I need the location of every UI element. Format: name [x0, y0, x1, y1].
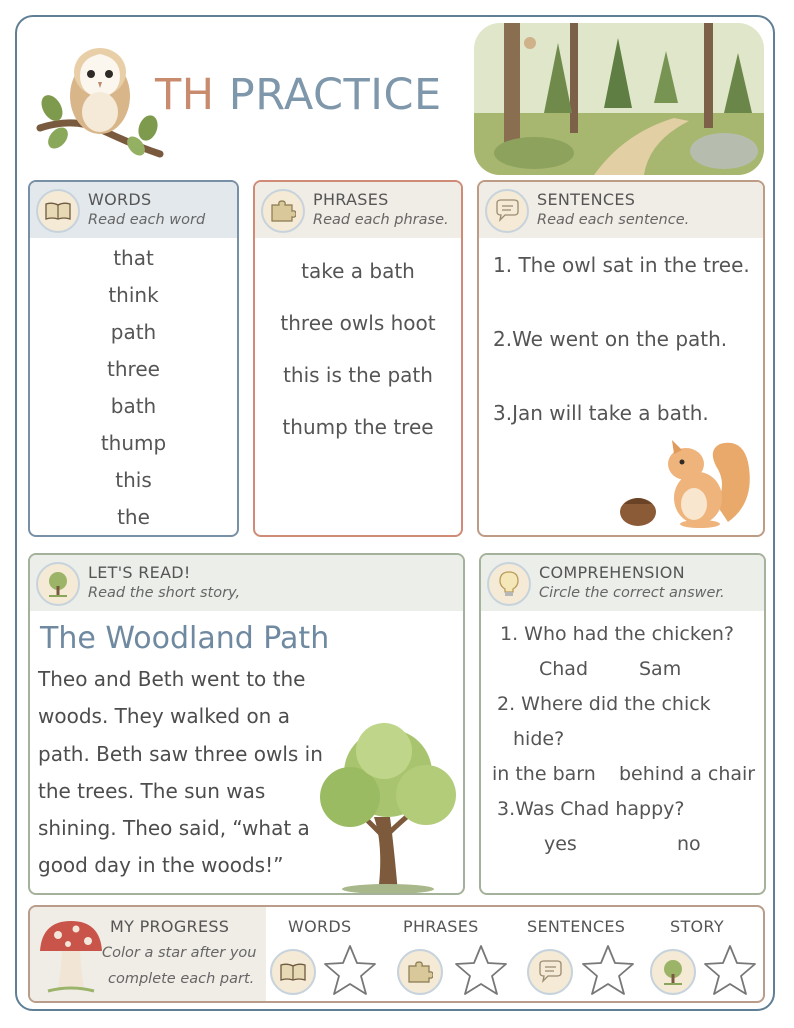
phrases-heading: PHRASES [313, 190, 389, 209]
comprehension-header [481, 555, 764, 611]
word-item: that [113, 246, 154, 270]
phrase-item: take a bath [301, 259, 415, 283]
sentence-item: 1. The owl sat in the tree. [493, 253, 750, 277]
puzzle-icon [397, 949, 443, 995]
progress-card [28, 905, 765, 1003]
read-instruction: Read the short story, [88, 585, 241, 601]
phrase-item: this is the path [283, 363, 433, 387]
question-1: 1. Who had the chicken? [500, 623, 735, 645]
word-item: three [107, 357, 160, 381]
title-practice: PRACTICE [228, 70, 442, 120]
progress-col-phrases: PHRASES [403, 917, 479, 936]
progress-info [30, 907, 266, 1001]
progress-col-words: WORDS [288, 917, 352, 936]
comprehension-heading: COMPREHENSION [539, 563, 685, 582]
sentence-item: 3.Jan will take a bath. [493, 401, 709, 425]
progress-instruction-2: complete each part. [108, 971, 255, 987]
sentence-item: 2.We went on the path. [493, 327, 728, 351]
phrases-card [253, 180, 463, 537]
comprehension-instruction: Circle the correct answer. [539, 585, 725, 601]
progress-heading: MY PROGRESS [110, 917, 230, 936]
story-line: path. Beth saw three owls in [38, 741, 323, 766]
words-instruction: Read each word [88, 212, 206, 228]
page-title [155, 70, 442, 120]
read-header [30, 555, 463, 611]
answer-option[interactable]: Chad [539, 658, 589, 680]
story-line: good day in the woods!” [38, 853, 284, 878]
answer-option[interactable]: no [677, 833, 701, 855]
word-item: think [108, 283, 159, 307]
words-card [28, 180, 239, 537]
lightbulb-icon [487, 562, 531, 606]
story-line: the trees. The sun was [38, 778, 266, 803]
answer-option[interactable]: yes [544, 833, 577, 855]
forest-path-illustration [474, 23, 764, 175]
sentences-heading: SENTENCES [537, 190, 636, 209]
mushroom-illustration [38, 917, 104, 995]
story-line: woods. They walked on a [38, 704, 290, 729]
phrases-header [255, 182, 461, 238]
words-list [30, 240, 237, 536]
read-card [28, 553, 465, 895]
tree-illustration [314, 717, 462, 893]
phrases-instruction: Read each phrase. [313, 212, 449, 228]
read-heading: LET'S READ! [88, 563, 191, 582]
sentences-instruction: Read each sentence. [537, 212, 690, 228]
story-line: Theo and Beth went to the [38, 667, 306, 691]
story-title: The Woodland Path [40, 621, 330, 656]
comprehension-card [479, 553, 766, 895]
story-text [38, 661, 338, 885]
tree-icon [650, 949, 696, 995]
book-icon [270, 949, 316, 995]
question-2: 2. Where did the chick [497, 693, 711, 715]
star-outline-icon[interactable] [322, 943, 378, 999]
phrases-list [255, 254, 461, 462]
answer-option[interactable]: Sam [639, 658, 682, 680]
phrase-item: three owls hoot [280, 311, 436, 335]
answer-option[interactable]: in the barn [492, 763, 596, 785]
story-line: shining. Theo said, “what a [38, 816, 310, 841]
words-header [30, 182, 237, 238]
word-item: bath [110, 394, 157, 418]
owl-illustration [36, 36, 164, 158]
tree-icon [36, 562, 80, 606]
word-item: thump [100, 431, 167, 455]
word-item: this [115, 468, 152, 492]
star-outline-icon[interactable] [453, 943, 509, 999]
star-outline-icon[interactable] [702, 943, 758, 999]
book-icon [36, 189, 80, 233]
question-3: 3.Was Chad happy? [497, 798, 685, 820]
question-2-continued: hide? [513, 728, 565, 750]
word-item: the [117, 505, 150, 529]
squirrel-illustration [616, 432, 756, 528]
answer-option[interactable]: behind a chair [619, 763, 756, 785]
title-th: TH [155, 70, 215, 120]
words-heading: WORDS [88, 190, 152, 209]
sentences-header [479, 182, 763, 238]
progress-col-story: STORY [670, 917, 724, 936]
phrase-item: thump the tree [282, 415, 434, 439]
puzzle-icon [261, 189, 305, 233]
speech-bubble-icon [527, 949, 573, 995]
word-item: path [110, 320, 157, 344]
progress-col-sentences: SENTENCES [527, 917, 626, 936]
speech-bubble-icon [485, 189, 529, 233]
star-outline-icon[interactable] [580, 943, 636, 999]
progress-instruction-1: Color a star after you [102, 945, 257, 961]
